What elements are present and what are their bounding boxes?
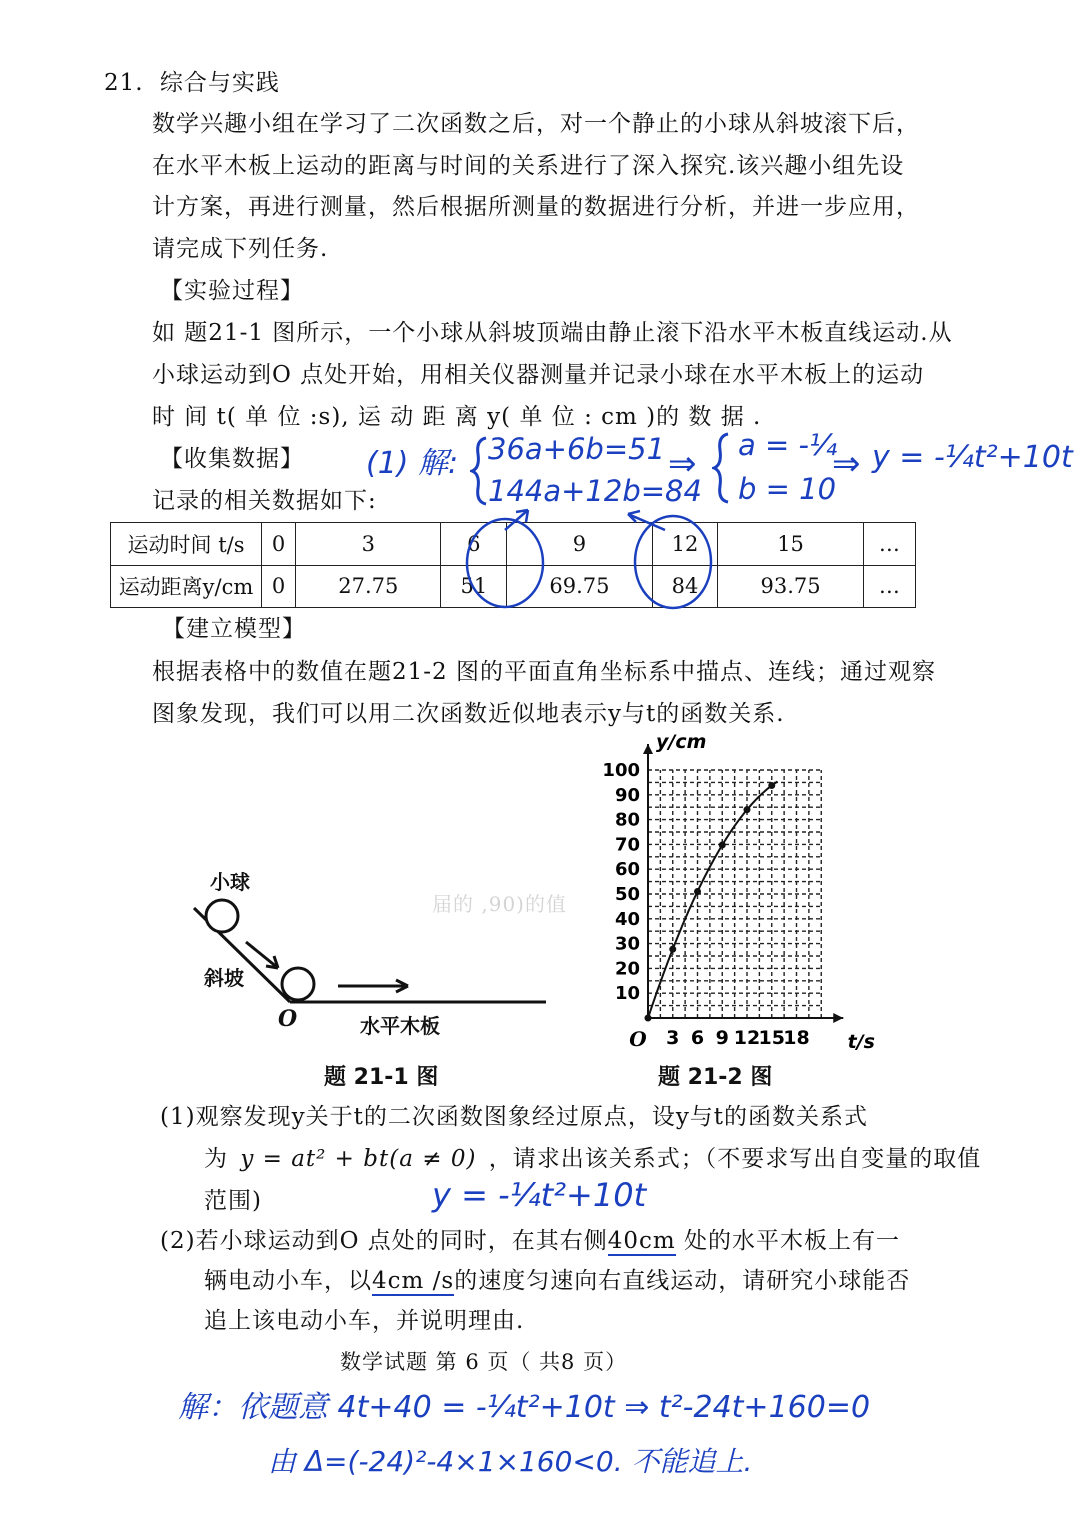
q1-line-3: 范围) [204, 1188, 262, 1214]
q2-part-c: 辆电动小车，以 [204, 1268, 372, 1294]
handwritten-res-b: b = 10 [738, 472, 837, 506]
collect-text: 记录的相关数据如下: [152, 488, 377, 514]
q1-rest: ，请求出该关系式；（不要求写出自变量的取值 [488, 1146, 982, 1172]
y-tick-label: 50 [614, 884, 640, 905]
x-tick-label: 6 [690, 1027, 705, 1049]
q2-line-1 [160, 1222, 900, 1255]
q2-part-b: 处的水平木板上有一 [675, 1228, 901, 1254]
x-axis-arrow-icon [833, 1013, 843, 1023]
table-cell: 6 [441, 523, 507, 566]
handwritten-solution2-line-2: 由 Δ=(-24)²-4×1×160<0. 不能追上. [268, 1445, 753, 1478]
ball-label: 小球 [210, 870, 250, 894]
problem-title: 综合与实践 [159, 70, 280, 96]
handwritten-circle-6-icon [467, 519, 543, 607]
q1-formula: y = at² + bt(a ≠ 0) [240, 1146, 477, 1172]
q2-line-3: 追上该电动小车，并说明理由. [204, 1308, 525, 1334]
table-cell: 93.75 [718, 565, 863, 608]
y-tick-label: 30 [614, 933, 640, 955]
series-curve [648, 782, 778, 1019]
table-cell: 9 [507, 523, 652, 566]
handwritten-res-a: a = -¼ [738, 428, 838, 462]
experiment-line-2: 小球运动到O 点处开始，用相关仪器测量并记录小球在水平木板上的运动 [152, 362, 925, 388]
x-tick-label: 18 [783, 1027, 810, 1049]
model-line-1: 根据表格中的数值在题21-2 图的平面直角坐标系中描点、连线；通过观察 [152, 659, 936, 685]
handwritten-arrow-2: ⇒ [832, 444, 861, 484]
table-cell: 27.75 [296, 565, 441, 608]
origin-label: O [278, 1006, 298, 1032]
section-experiment: 【实验过程】 [160, 278, 304, 304]
intro-line-3: 计方案，再进行测量，然后根据所测量的数据进行分析，并进一步应用， [152, 194, 920, 220]
data-point [645, 1015, 652, 1022]
y-tick-label: 70 [614, 834, 640, 856]
q1-line-2 [204, 1140, 981, 1173]
handwritten-result: y = -¼t²+10t [872, 440, 1073, 475]
figure-21-1-caption: 题 21-1 图 [324, 1065, 439, 1090]
model-line-2: 图象发现，我们可以用二次函数近似地表示y与t的函数关系. [152, 701, 785, 727]
y-tick-label: 20 [614, 958, 640, 980]
q1-line-1: (1)观察发现y关于t的二次函数图象经过原点，设y与t的函数关系式 [160, 1104, 869, 1130]
section-model: 【建立模型】 [162, 616, 306, 642]
data-point [669, 946, 676, 953]
table-cell: 0 [262, 565, 296, 608]
q2-distance: 40cm [607, 1228, 676, 1254]
handwritten-eq1: 36a+6b=51 [488, 432, 666, 466]
y-tick-label: 90 [614, 784, 640, 806]
y-tick-label: 40 [614, 908, 640, 930]
faint-bleed-text: 届的 ,90)的值 [432, 892, 567, 916]
table-cell: 12 [652, 523, 718, 566]
y-axis-arrow-icon [643, 744, 653, 754]
page-footer: 数学试题 第 6 页（ 共8 页） [340, 1350, 628, 1374]
experiment-line-3: 时 间 t( 单 位 :s), 运 动 距 离 y( 单 位 : cm )的 数 据 . [152, 404, 762, 430]
handwritten-solution1-prefix: (1) 解: [366, 446, 459, 481]
intro-line-4: 请完成下列任务. [152, 236, 329, 262]
x-tick-label: 15 [758, 1027, 785, 1049]
intro-line-2: 在水平木板上运动的距离与时间的关系进行了深入探究.该兴趣小组先设 [152, 153, 905, 179]
handwritten-solution2-line-1: 解：依题意 4t+40 = -¼t²+10t ⇒ t²-24t+160=0 [178, 1390, 871, 1425]
ball-top-icon [206, 900, 238, 932]
figure-21-2-chart [590, 730, 890, 1060]
x-tick-label: 3 [666, 1027, 680, 1049]
board-arrow-icon [338, 980, 408, 992]
handwritten-q1-answer: y = -¼t²+10t [432, 1176, 647, 1214]
table-row2-label: 运动距离y/cm [111, 565, 262, 608]
q2-part-a: (2)若小球运动到O 点处的同时，在其右侧 [160, 1228, 608, 1254]
table-cell: … [863, 523, 915, 566]
y-tick-label: 80 [614, 809, 640, 831]
y-tick-label: 10 [614, 983, 640, 1005]
x-tick-label: 9 [715, 1027, 729, 1049]
board-label: 水平木板 [360, 1014, 440, 1038]
q2-line-2 [204, 1262, 910, 1295]
handwritten-eq2: 144a+12b=84 [488, 474, 702, 508]
y-tick-label: 100 [602, 760, 640, 781]
table-cell: 15 [718, 523, 863, 566]
table-cell: 51 [441, 565, 507, 608]
ball-bottom-icon [282, 968, 314, 1000]
problem-number: 21. [104, 70, 144, 96]
origin-label: O [629, 1027, 647, 1051]
x-axis-label: t/s [847, 1031, 875, 1053]
data-point [768, 782, 775, 789]
figure-21-2-caption: 题 21-2 图 [658, 1065, 773, 1090]
table-cell: 3 [296, 523, 441, 566]
q2-part-d: 的速度匀速向右直线运动，请研究小球能否 [454, 1268, 911, 1294]
slope-label: 斜坡 [204, 966, 244, 990]
table-cell: 69.75 [507, 565, 652, 608]
table-cell: … [863, 565, 915, 608]
table-cell: 0 [262, 523, 296, 566]
y-axis-label: y/cm [656, 731, 707, 753]
section-collect: 【收集数据】 [160, 446, 304, 472]
data-point [744, 806, 751, 813]
handwritten-circle-12-icon [635, 516, 711, 608]
data-point [719, 842, 726, 849]
data-point [694, 888, 701, 895]
q1-for: 为 [204, 1146, 228, 1172]
table-cell: 84 [652, 565, 718, 608]
table-row1-label: 运动时间 t/s [111, 523, 262, 566]
x-tick-label: 12 [733, 1027, 761, 1049]
y-tick-label: 60 [614, 859, 640, 881]
handwritten-circles-overlay [0, 0, 1080, 620]
handwritten-arrow-1: ⇒ [668, 444, 697, 484]
q2-speed: 4cm /s [372, 1268, 455, 1294]
intro-line-1: 数学兴趣小组在学习了二次函数之后，对一个静止的小球从斜坡滚下后， [152, 111, 920, 137]
experiment-line-1: 如 题21-1 图所示，一个小球从斜坡顶端由静止滚下沿水平木板直线运动.从 [152, 320, 953, 346]
